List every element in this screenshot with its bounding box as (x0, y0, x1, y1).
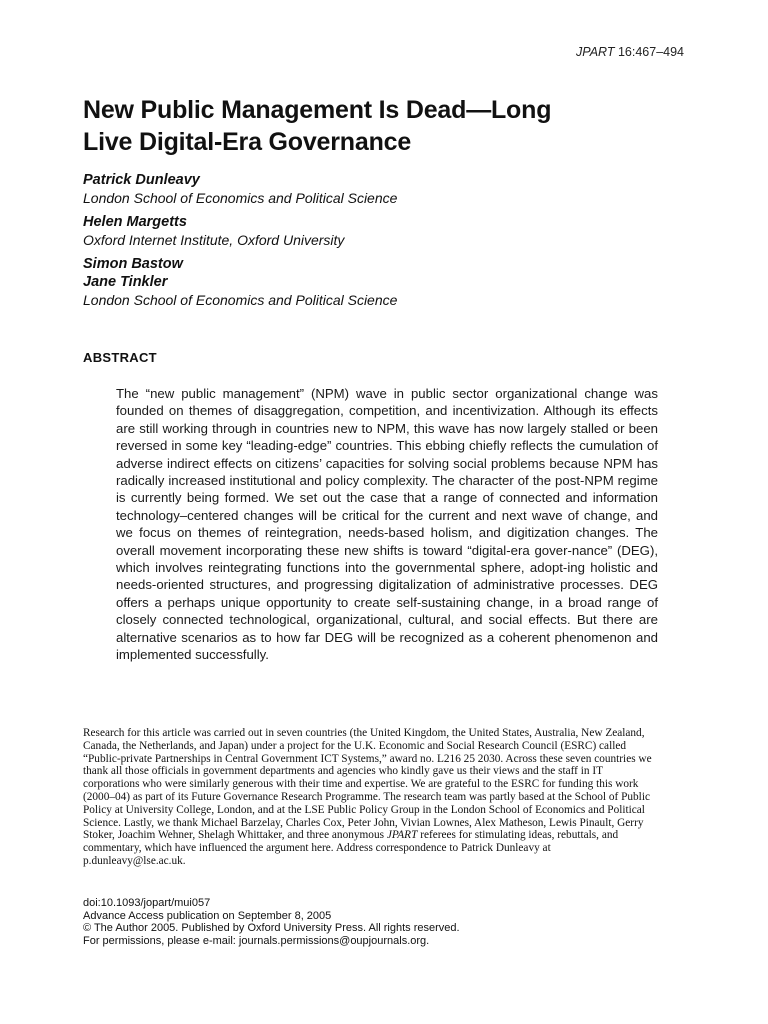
publication-info (83, 897, 683, 947)
title-line-1: New Public Management Is Dead—Long (83, 96, 552, 124)
permissions-notice: For permissions, please e-mail: journals.permissions@oupjournals.org. (83, 934, 430, 947)
abstract-heading: ABSTRACT (83, 350, 157, 365)
author-affiliation-1: London School of Economics and Political Science (83, 190, 398, 206)
advance-access-date: Advance Access publication on September 8, 2005 (83, 909, 332, 922)
doi: doi:10.1093/jopart/mui057 (83, 897, 211, 909)
author-affiliation-2: Oxford Internet Institute, Oxford University (83, 232, 345, 248)
copyright-notice: © The Author 2005. Published by Oxford University Press. All rights reserved. (83, 922, 460, 934)
volume-pages: 16:467–494 (614, 45, 684, 59)
journal-reference (576, 45, 684, 59)
author-block (83, 171, 683, 315)
author-name-4: Jane Tinkler (83, 274, 168, 290)
abstract-text: The “new public management” (NPM) wave in public sector organizational change was founded on themes of disaggregation, competition, and incentivization. Although its effects are still working through in countries new to NPM, this wave has now largely stalled or been reversed in some key “leading-edge” countries. This ebbing chiefly reflects the cumulation of adverse indirect effects on citizens’ capacities for solving social problems because NPM has radically increased institutional and policy complexity. The character of the post-NPM regime is currently being formed. We set out the case that a range of connected and information technology–centered changes will be critical for the current and next wave of change, and we focus on themes of reintegration, needs-based holism, and digitization changes. The overall movement incorporating these new shifts is toward “digital-era gover-nance” (DEG), which involves reintegrating functions into the governmental sphere, adopt-ing holistic and needs-oriented structures, and progressing digitalization of administrative processes. DEG offers a perhaps unique opportunity to create self-sustaining change, in a broad range of closely connected technological, organizational, cultural, and social effects. But there are alternative scenarios as to how far DEG will be recognized as a coherent phenomenon and implemented successfully. (116, 386, 658, 663)
footnote-text-part-1: Research for this article was carried out in seven countries (the United Kingdom, the United States, Australia, New Zealand, Canada, the Netherlands, and Japan) under a project for the U.K. Economic and Social Research Council (ESRC) called “Public-private Partnerships in Central Government ICT Systems,” award no. L216 25 2030. Across these seven countries we thank all those officials in government departments and agencies who kindly gave us their views and the staff in IT corporations who were similarly generous with their time and expertise. We are grateful to the ESRC for funding this work (2000–04) as part of its Future Governance Research Programme. The research team was partly based at the School of Public Policy at University College, London, and at the LSE Public Policy Group in the London School of Economics and Political Science. Lastly, we thank Michael Barzelay, Charles Cox, Peter John, Vivian Lownes, Alex Matheson, Lewis Pinault, Gerry Stoker, Joachim Wehner, Shelagh Whittaker, and three anonymous (83, 727, 652, 842)
footnote-journal-italic: JPART (386, 829, 418, 842)
journal-abbrev: JPART (576, 45, 615, 59)
author-name-2: Helen Margetts (83, 214, 187, 230)
title-line-2: Live Digital-Era Governance (83, 128, 412, 156)
author-name-3: Simon Bastow (83, 256, 183, 272)
author-name-1: Patrick Dunleavy (83, 172, 200, 188)
article-title (83, 94, 683, 158)
footnote-text-part-2: referees for stimulating ideas, rebuttals, and commentary, which have influenced the argument here. Address correspondence to Patrick Dunleavy at p.dunleavy@lse.ac.uk. (83, 829, 619, 867)
author-affiliation-3-4: London School of Economics and Political Science (83, 292, 398, 308)
acknowledgment-footnote (83, 727, 656, 868)
